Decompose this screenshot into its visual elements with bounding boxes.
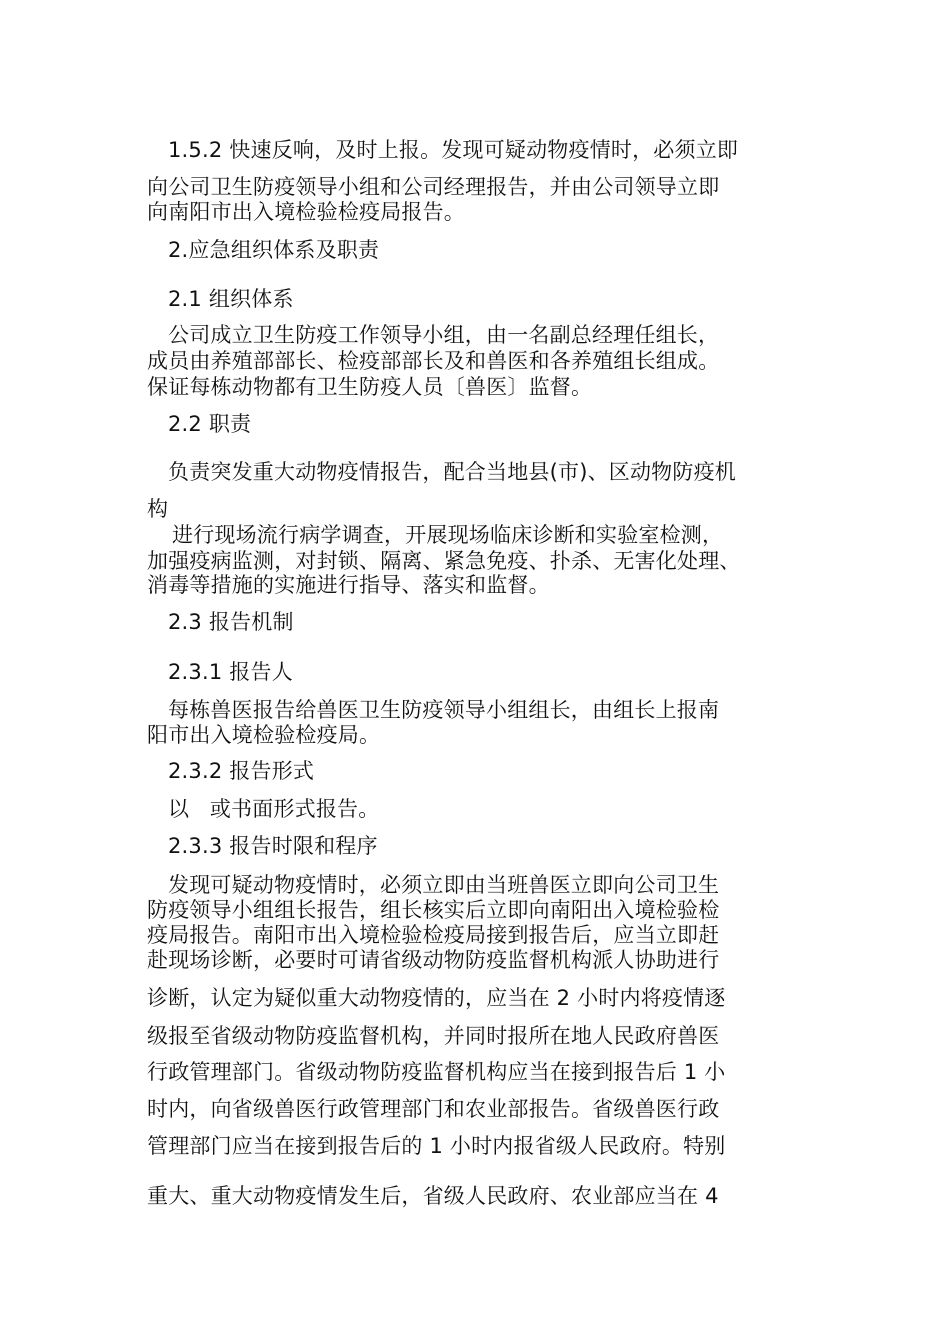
text-line: 向公司卫生防疫领导小组和公司经理报告，并由公司领导立即: [147, 175, 720, 199]
section-heading: 2.应急组织体系及职责: [168, 238, 380, 262]
subsection-heading: 2.3.1 报告人: [168, 660, 293, 684]
subsection-heading: 2.3.3 报告时限和程序: [168, 834, 378, 858]
text-line: 负责突发重大动物疫情报告，配合当地县(市)、区动物防疫机: [168, 460, 736, 484]
text-line: 诊断，认定为疑似重大动物疫情的，应当在 2 小时内将疫情逐: [147, 986, 726, 1010]
text-line: 级报至省级动物防疫监督机构，并同时报所在地人民政府兽医: [147, 1024, 720, 1048]
text-line: 每栋兽医报告给兽医卫生防疫领导小组组长，由组长上报南: [168, 698, 720, 722]
text-line: 阳市出入境检验检疫局。: [147, 723, 381, 747]
text-line: 防疫领导小组组长报告，组长核实后立即向南阳出入境检验检: [147, 898, 720, 922]
text-line: 发现可疑动物疫情时，必须立即由当班兽医立即向公司卫生: [168, 873, 720, 897]
text-line: 消毒等措施的实施进行指导、落实和监督。: [147, 573, 550, 597]
subsection-heading: 2.2 职责: [168, 412, 252, 436]
text-line: 赴现场诊断，必要时可请省级动物防疫监督机构派人协助进行: [147, 948, 720, 972]
text-line: 重大、重大动物疫情发生后，省级人民政府、农业部应当在 4: [147, 1184, 719, 1208]
text-line: 构: [147, 497, 169, 521]
subsection-heading: 2.3 报告机制: [168, 610, 294, 634]
subsection-heading: 2.3.2 报告形式: [168, 759, 315, 783]
text-line: 1.5.2 快速反响，及时上报。发现可疑动物疫情时，必须立即: [168, 138, 739, 162]
text-line: 时内，向省级兽医行政管理部门和农业部报告。省级兽医行政: [147, 1097, 720, 1121]
text-line: 公司成立卫生防疫工作领导小组，由一名副总经理任组长，: [168, 323, 720, 347]
subsection-heading: 2.1 组织体系: [168, 287, 294, 311]
text-line: 进行现场流行病学调查，开展现场临床诊断和实验室检测，: [172, 523, 724, 547]
text-line: 加强疫病监测，对封锁、隔离、紧急免疫、扑杀、无害化处理、: [147, 549, 741, 573]
text-line: 疫局报告。南阳市出入境检验检疫局接到报告后，应当立即赶: [147, 923, 720, 947]
text-line: 向南阳市出入境检验检疫局报告。: [147, 200, 465, 224]
text-line: 行政管理部门。省级动物防疫监督机构应当在接到报告后 1 小: [147, 1060, 726, 1084]
text-line: 保证每栋动物都有卫生防疫人员〔兽医〕监督。: [147, 375, 593, 399]
text-line: 管理部门应当在接到报告后的 1 小时内报省级人民政府。特别: [147, 1134, 726, 1158]
text-line: 成员由养殖部部长、检疫部部长及和兽医和各养殖组长组成。: [147, 349, 720, 373]
text-line: 以 或书面形式报告。: [168, 797, 380, 821]
